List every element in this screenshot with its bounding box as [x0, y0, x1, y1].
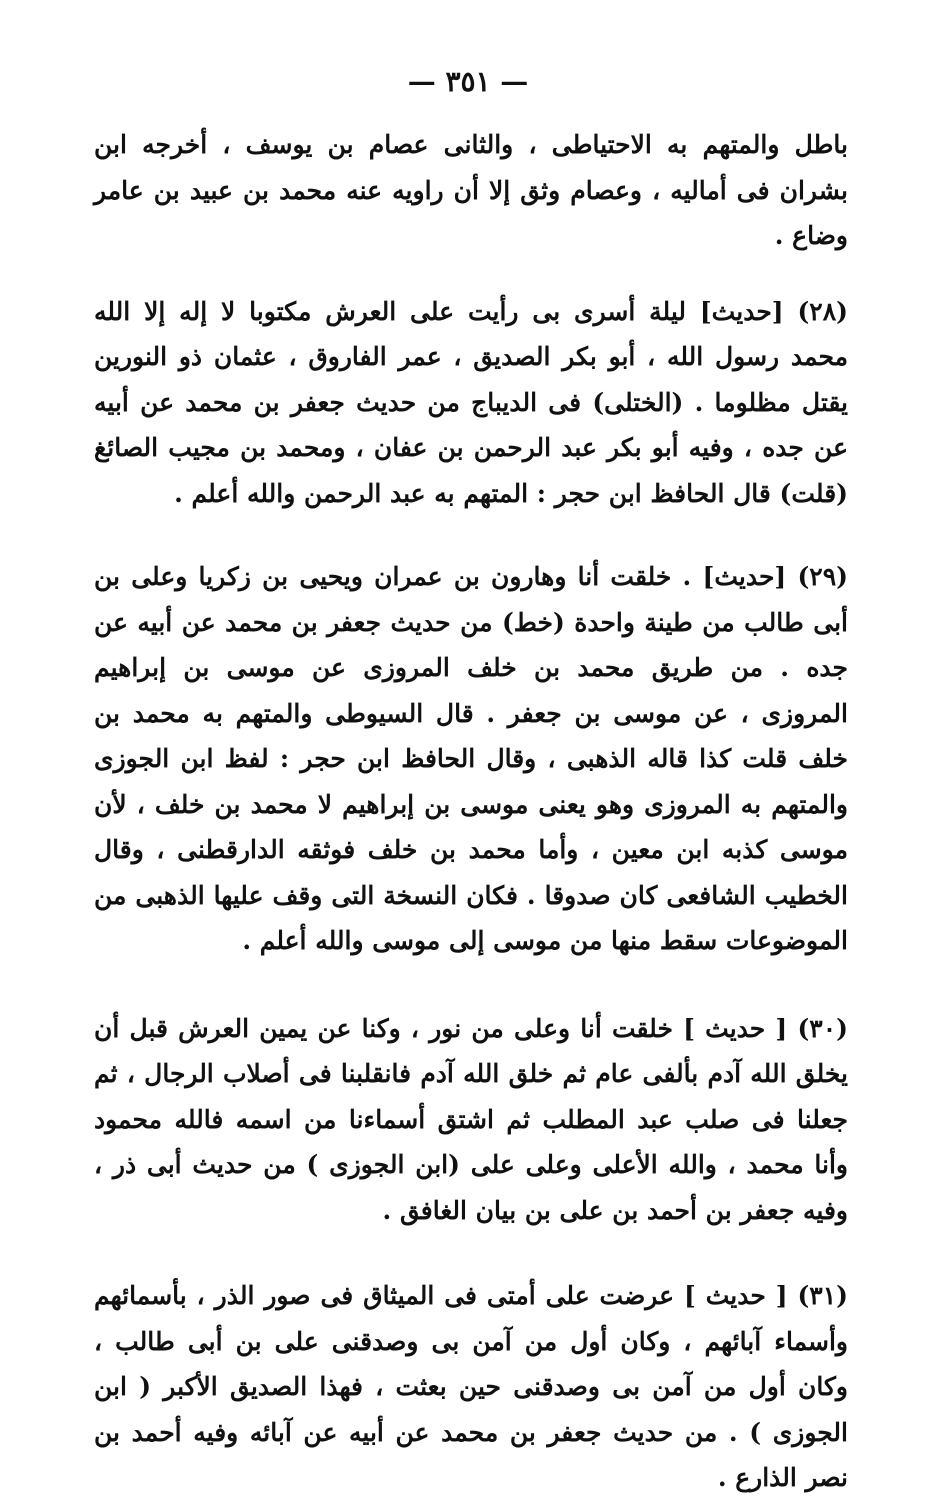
page-body: [94, 122, 848, 1501]
paragraph-continuation: باطل والمتهم به الاحتياطى ، والثانى عصام بن يوسف ، أخرجه ابن بشران فى أماليه ، وعصام وثق إلا أن راويه عنه محمد بن عبيد بن عامر وضاع .: [94, 130, 848, 250]
page-number: — ٣٥١ —: [407, 65, 529, 98]
paragraph-hadith-30: (٣٠) [ حديث ] خلقت أنا وعلى من نور ، وكنا عن يمين العرش قبل أن يخلق الله آدم بألفى عام ثم خلق الله آدم فانقلبنا فى أصلاب الرجال ، ثم جعلنا فى صلب عبد المطلب ثم اشتق أسماءنا من اسمه فالله محمود وأنا محمد ، والله الأعلى وعلى على (ابن الجوزى ) من حديث أبى ذر ، وفيه جعفر بن أحمد بن على بن بيان الغافق .: [94, 1013, 848, 1225]
paragraph-hadith-28: (٢٨) [حديث] ليلة أسرى بى رأيت على العرش مكتوبا لا إله إلا الله محمد رسول الله ، أبو بكر الصديق ، عمر الفاروق ، عثمان ذو النورين يقتل مظلوما . (الختلى) فى الديباج من حديث جعفر بن محمد عن أبيه عن جده ، وفيه أبو بكر عبد الرحمن بن عفان ، ومحمد بن مجيب الصائغ (قلت) قال الحافظ ابن حجر : المتهم به عبد الرحمن والله أعلم .: [94, 296, 849, 508]
paragraph-hadith-31: (٣١) [ حديث ] عرضت على أمتى فى الميثاق فى صور الذر ، بأسمائهم وأسماء آبائهم ، وكان أول من آمن بى وصدقنى على بن أبى طالب ، وكان أول من آمن بى وصدقنى حين بعثت ، فهذا الصديق الأكبر ( ابن الجوزى ) . من حديث جعفر بن محمد عن أبيه عن آبائه وفيه أحمد بن نصر الذارع .: [94, 1281, 848, 1492]
paragraph-hadith-29: (٢٩) [حديث] . خلقت أنا وهارون بن عمران ويحيى بن زكريا وعلى بن أبى طالب من طينة واحدة (خط) من حديث جعفر بن محمد عن أبيه عن جده . من طريق محمد بن خلف المروزى عن موسى بن إبراهيم المروزى ، عن موسى بن جعفر . قال السيوطى والمتهم به محمد بن خلف قلت كذا قاله الذهبى ، وقال الحافظ ابن حجر : لفظ ابن الجوزى والمتهم به المروزى وهو يعنى موسى بن إبراهيم لا محمد بن خلف ، لأن موسى كذبه ابن معين ، وأما محمد بن خلف فوثقه الدارقطنى ، وقال الخطيب الشافعى كان صدوقا . فكان النسخة التى وقف عليها الذهبى من الموضوعات سقط منها من موسى إلى موسى والله أعلم .: [94, 562, 848, 955]
